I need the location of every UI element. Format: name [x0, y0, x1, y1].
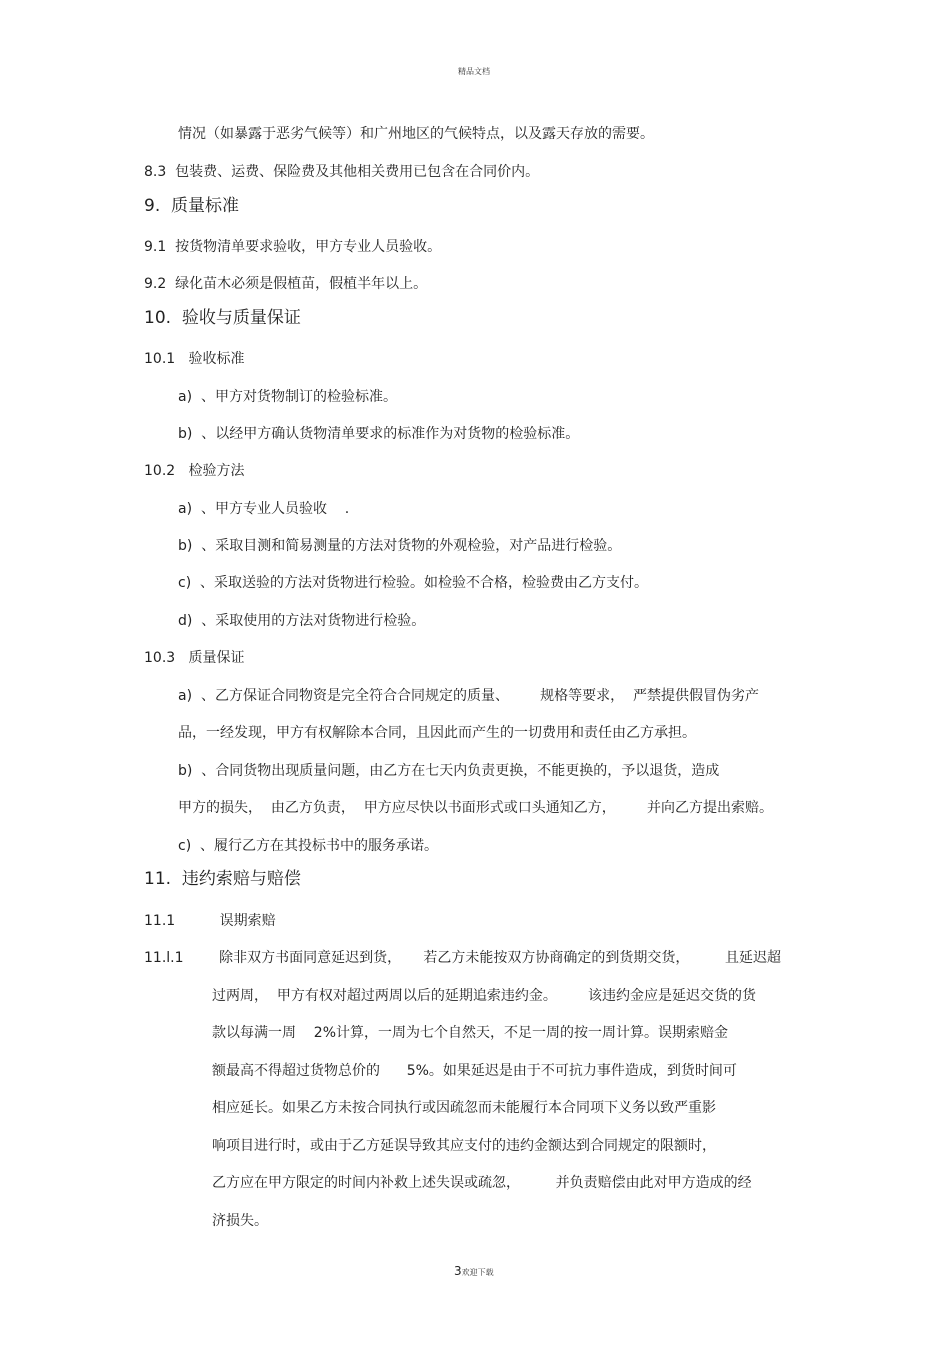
clause-9-2: 9.2 绿化苗木必须是假植苗，假植半年以上。 [144, 276, 428, 292]
item-10-2-c: c) 、采取送验的方法对货物进行检验。如检验不合格，检验费由乙方支付。 [178, 575, 649, 591]
clause-11-1-1-line5: 相应延长。如果乙方未按合同执行或因疏忽而未能履行本合同项下义务以致严重影 [212, 1100, 716, 1116]
clause-11-1-1-line3: 款以每满一周 2%计算，一周为七个自然天，不足一周的按一周计算。误期索赔金 [212, 1025, 729, 1041]
text-line-continuation: 情况（如暴露于恶劣气候等）和广州地区的气候特点，以及露天存放的需要。 [178, 126, 654, 142]
item-10-3-c: c) 、履行乙方在其投标书中的服务承诺。 [178, 838, 439, 854]
subsection-10-3: 10.3 质量保证 [144, 650, 245, 666]
item-10-3-b-line2: 甲方的损失， 由乙方负责， 甲方应尽快以书面形式或口头通知乙方， 并向乙方提出索赔。 [178, 800, 773, 816]
clause-8-3: 8.3 包装费、运费、保险费及其他相关费用已包含在合同价内。 [144, 164, 540, 180]
subsection-10-1: 10.1 验收标准 [144, 351, 245, 367]
clause-11-1-1-line2: 过两周， 甲方有权对超过两周以后的延期追索违约金。 该违约金应是延迟交货的货 [212, 988, 757, 1004]
section-heading-11: 11. 违约索赔与赔偿 [144, 869, 301, 889]
item-10-3-b-line1: b) 、合同货物出现质量问题，由乙方在七天内负责更换，不能更换的，予以退货，造成 [178, 763, 720, 779]
item-10-2-b: b) 、采取目测和简易测量的方法对货物的外观检验，对产品进行检验。 [178, 538, 622, 554]
section-heading-10: 10. 验收与质量保证 [144, 308, 301, 328]
section-heading-9: 9. 质量标准 [144, 196, 240, 216]
item-10-1-b: b) 、以经甲方确认货物清单要求的标准作为对货物的检验标准。 [178, 426, 580, 442]
page-header: 精品文档 [458, 67, 490, 76]
clause-11-1-1-line4: 额最高不得超过货物总价的 5%。如果延迟是由于不可抗力事件造成，到货时间可 [212, 1063, 737, 1079]
subsection-10-2: 10.2 检验方法 [144, 463, 245, 479]
item-10-2-d: d) 、采取使用的方法对货物进行检验。 [178, 613, 426, 629]
item-10-3-a-line1: a) 、乙方保证合同物资是完全符合合同规定的质量、 规格等要求， 严禁提供假冒伪劣产 [178, 688, 759, 704]
clause-11-1-1-line6: 响项目进行时，或由于乙方延误导致其应支付的违约金额达到合同规定的限额时， [212, 1138, 716, 1154]
clause-11-1-1-line1: 11.l.1 除非双方书面同意延迟到货， 若乙方未能按双方协商确定的到货期交货， 且延迟超 [144, 950, 781, 966]
clause-11-1-1-line7: 乙方应在甲方限定的时间内补救上述失误或疏忽， 并负责赔偿由此对甲方造成的经 [212, 1175, 752, 1191]
clause-11-1-1-line8: 济损失。 [212, 1213, 268, 1229]
page-footer [454, 1262, 494, 1280]
footer-label: 欢迎下载 [461, 1268, 494, 1277]
item-10-2-a: a) 、甲方专业人员验收 . [178, 501, 350, 517]
item-10-3-a-line2: 品，一经发现，甲方有权解除本合同，且因此而产生的一切费用和责任由乙方承担。 [178, 725, 696, 741]
clause-9-1: 9.1 按货物清单要求验收，甲方专业人员验收。 [144, 239, 442, 255]
page-number: 3 [454, 1264, 462, 1278]
item-10-1-a: a) 、甲方对货物制订的检验标准。 [178, 389, 397, 405]
subsection-11-1: 11.1 误期索赔 [144, 913, 276, 929]
